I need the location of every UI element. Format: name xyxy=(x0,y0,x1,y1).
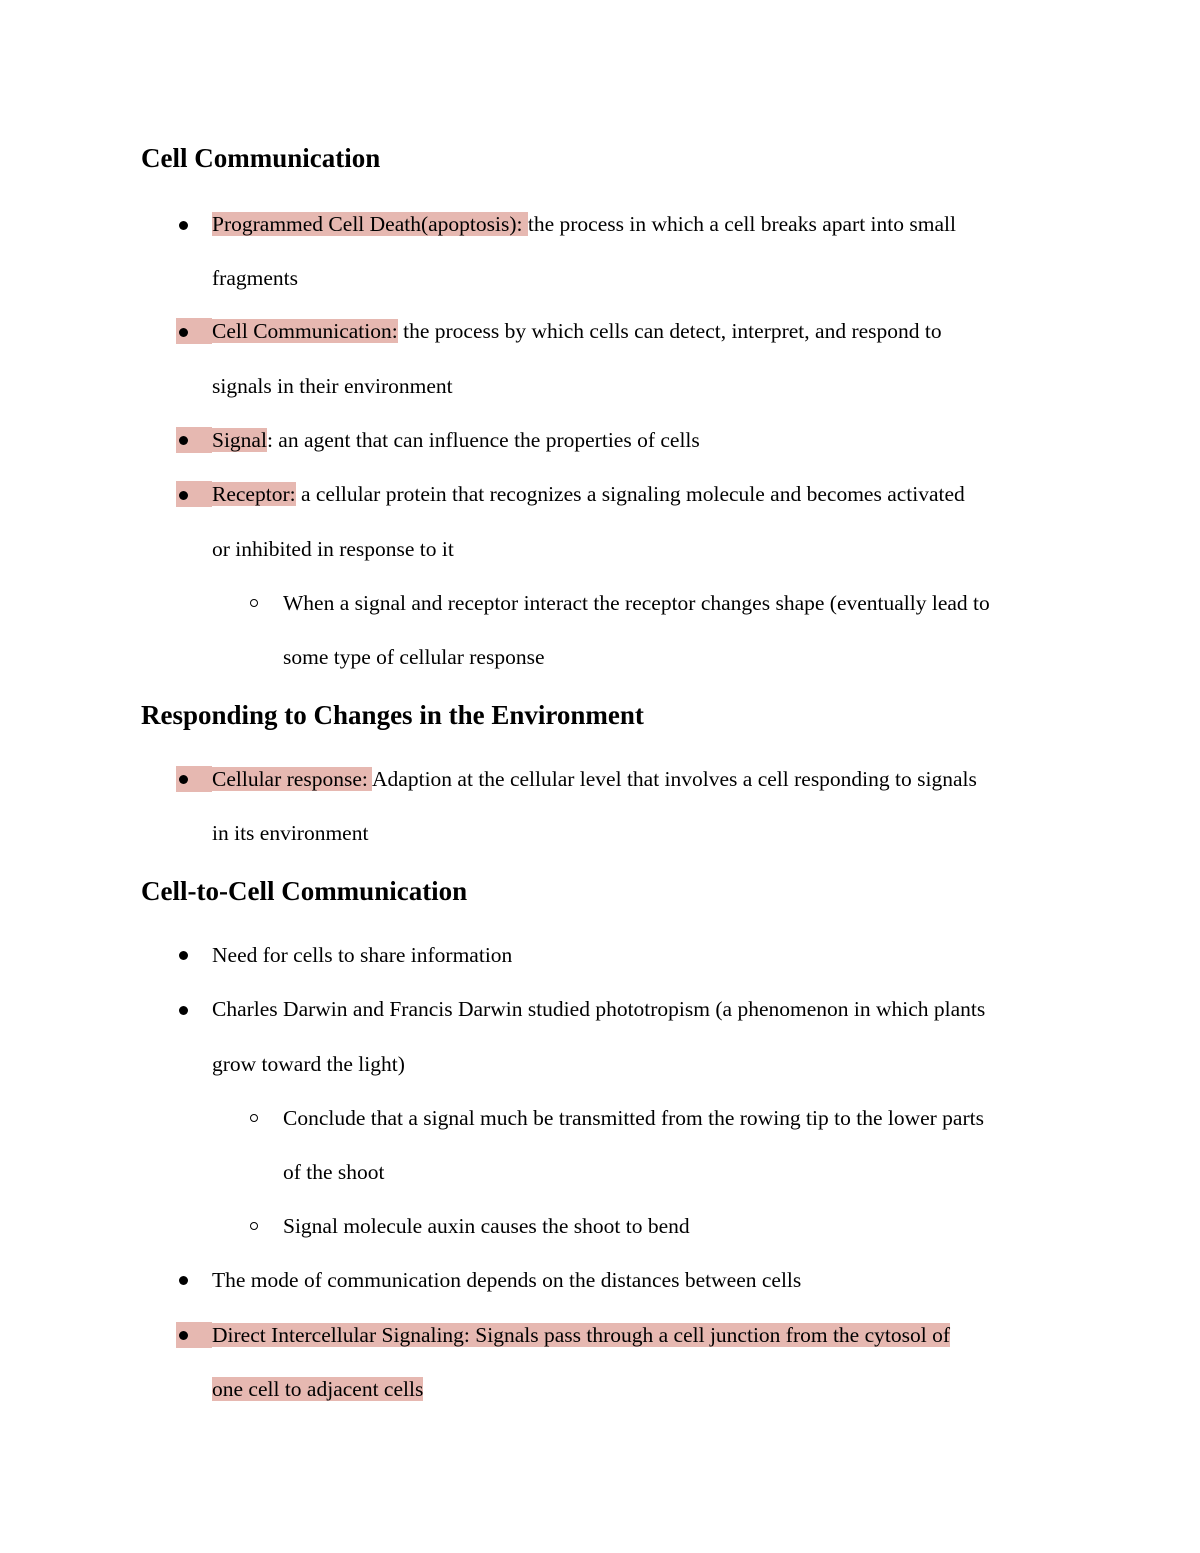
highlighted-text: one cell to adjacent cells xyxy=(212,1377,424,1401)
hollow-bullet-icon xyxy=(250,1114,258,1122)
sub-list-item: Conclude that a signal much be transmitted from the rowing tip to the lower parts xyxy=(283,1106,984,1130)
sub-list-item: When a signal and receptor interact the receptor changes shape (eventually lead to xyxy=(283,591,990,615)
list-item-receptor xyxy=(212,479,965,509)
heading-responding-to-changes: Responding to Changes in the Environment xyxy=(141,700,644,730)
hollow-bullet-icon xyxy=(250,599,258,607)
definition-text: the process by which cells can detect, interpret, and respond to xyxy=(397,319,942,343)
hollow-bullet-icon xyxy=(250,1222,258,1230)
bullet-icon xyxy=(179,491,188,500)
definition-text: the process in which a cell breaks apart into small xyxy=(527,212,956,236)
highlighted-term: Signal xyxy=(212,428,267,452)
list-item-continuation: grow toward the light) xyxy=(212,1052,405,1076)
list-item-apoptosis xyxy=(212,209,956,239)
highlighted-term: Receptor: xyxy=(212,482,296,506)
list-item: Need for cells to share information xyxy=(212,943,513,967)
list-item-continuation xyxy=(212,1374,423,1404)
sub-list-item-continuation: of the shoot xyxy=(283,1160,385,1184)
sub-list-item: Signal molecule auxin causes the shoot to bend xyxy=(283,1214,690,1238)
bullet-icon xyxy=(179,775,188,784)
list-item-direct-signaling xyxy=(212,1320,950,1350)
list-item-continuation: or inhibited in response to it xyxy=(212,537,454,561)
bullet-icon xyxy=(179,436,188,445)
highlighted-term: Programmed Cell Death(apoptosis): xyxy=(212,212,528,236)
list-item-cell-communication xyxy=(212,316,942,346)
definition-text: a cellular protein that recognizes a signaling molecule and becomes activated xyxy=(295,482,965,506)
list-item-continuation: in its environment xyxy=(212,821,369,845)
bullet-icon xyxy=(179,1331,188,1340)
bullet-icon xyxy=(179,221,188,230)
list-item-signal xyxy=(212,425,700,455)
bullet-icon xyxy=(179,1276,188,1285)
highlighted-term: Cellular response: xyxy=(212,767,373,791)
list-item-continuation: fragments xyxy=(212,266,298,290)
sub-list-item-continuation: some type of cellular response xyxy=(283,645,545,669)
highlighted-term: Cell Communication: xyxy=(212,319,398,343)
highlighted-text: Direct Intercellular Signaling: Signals pass through a cell junction from the cytosol of xyxy=(212,1323,950,1347)
list-item: The mode of communication depends on the distances between cells xyxy=(212,1268,802,1292)
definition-text: Adaption at the cellular level that involves a cell responding to signals xyxy=(372,767,977,791)
bullet-icon xyxy=(179,328,188,337)
bullet-icon xyxy=(179,1006,188,1015)
list-item-continuation: signals in their environment xyxy=(212,374,453,398)
heading-cell-communication: Cell Communication xyxy=(141,143,381,173)
heading-cell-to-cell: Cell-to-Cell Communication xyxy=(141,876,468,906)
bullet-icon xyxy=(179,951,188,960)
list-item-cellular-response xyxy=(212,764,977,794)
definition-text: : an agent that can influence the properties of cells xyxy=(266,428,700,452)
list-item: Charles Darwin and Francis Darwin studied phototropism (a phenomenon in which plants xyxy=(212,997,986,1021)
